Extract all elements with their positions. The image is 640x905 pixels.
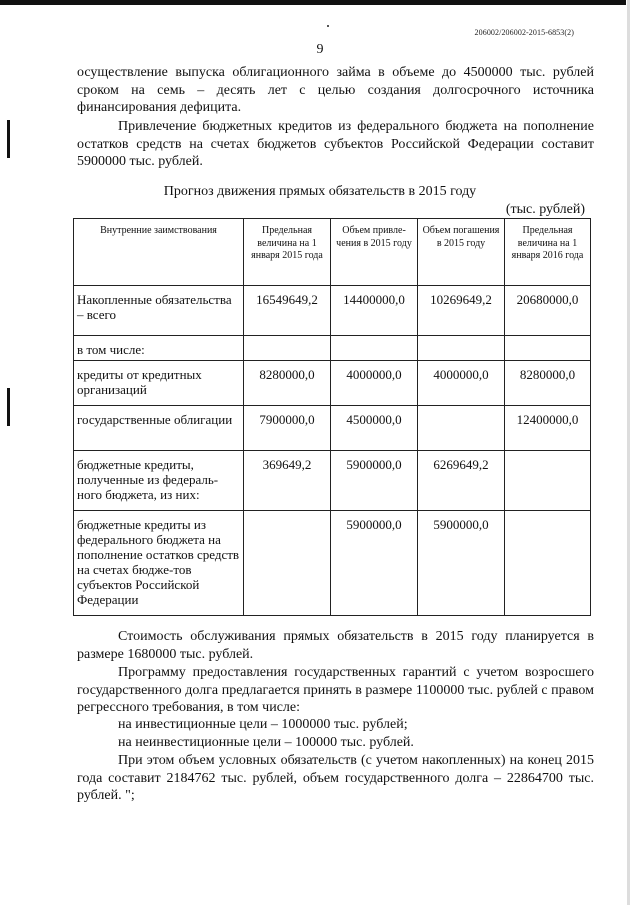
list-item-investment: на инвестиционные цели – 1000000 тыс. рублей; <box>118 717 408 732</box>
table-row <box>74 336 591 361</box>
paragraph-budget-credits: Привлечение бюджетных кредитов из федерального бюджета на пополнение остатков средств на счетах бюджетов субъектов Российской Федерации составит 5900000 тыс. рублей. <box>77 119 594 169</box>
cell-value <box>505 451 591 511</box>
scan-margin-mark <box>7 388 10 426</box>
row-label: Накопленные обязательства – всего <box>74 286 244 336</box>
cell-value: 12400000,0 <box>505 406 591 451</box>
cell-value: 20680000,0 <box>505 286 591 336</box>
scan-top-border <box>0 0 626 5</box>
cell-value: 4000000,0 <box>418 361 505 406</box>
cell-value: 16549649,2 <box>244 286 331 336</box>
row-label: бюджетные кредиты из федерального бюджета на пополнение остатков средств на счетах бюдже-тов субъектов Российской Федерации <box>74 511 244 616</box>
cell-value: 4500000,0 <box>331 406 418 451</box>
column-header: Объем погашения в 2015 году <box>418 219 505 286</box>
scan-margin-mark <box>7 120 10 158</box>
document-id: 206002/206002-2015-6853(2) <box>474 28 574 37</box>
paragraph-contingent-obligations: При этом объем условных обязательств (с учетом накопленных) на конец 2015 года составит 2184762 тыс. рублей, объем государственного долга – 22864700 тыс. рублей. "; <box>77 753 594 803</box>
table-row <box>74 406 591 451</box>
table-row <box>74 451 591 511</box>
cell-value: 5900000,0 <box>331 511 418 616</box>
table-unit: (тыс. рублей) <box>505 202 585 217</box>
column-header: Объем привле-чения в 2015 году <box>331 219 418 286</box>
cell-value <box>418 406 505 451</box>
row-label: государственные облигации <box>74 406 244 451</box>
cell-value: 14400000,0 <box>331 286 418 336</box>
debt-forecast-table <box>73 218 591 616</box>
paragraph-guarantees: Программу предоставления государственных гарантий с учетом возросшего государственного долга предлагается принять в размере 1100000 тыс. рублей с правом регрессного требования, в том числе: <box>77 665 594 715</box>
table-row <box>74 286 591 336</box>
cell-value: 369649,2 <box>244 451 331 511</box>
scan-speck <box>327 25 329 27</box>
cell-value <box>331 336 418 361</box>
row-label: бюджетные кредиты, полученные из федераль-ного бюджета, из них: <box>74 451 244 511</box>
cell-value: 8280000,0 <box>244 361 331 406</box>
cell-value: 6269649,2 <box>418 451 505 511</box>
table-row <box>74 361 591 406</box>
cell-value <box>244 511 331 616</box>
cell-value: 5900000,0 <box>418 511 505 616</box>
table-caption: Прогноз движения прямых обязательств в 2015 году <box>163 184 477 199</box>
scan-right-edge <box>627 0 630 905</box>
list-item-non-investment: на неинвестиционные цели – 100000 тыс. рублей. <box>118 735 414 750</box>
cell-value: 8280000,0 <box>505 361 591 406</box>
cell-value <box>244 336 331 361</box>
cell-value: 4000000,0 <box>331 361 418 406</box>
column-header: Внутренние заимствования <box>74 219 244 286</box>
row-label: кредиты от кредитных организаций <box>74 361 244 406</box>
cell-value <box>505 336 591 361</box>
column-header: Предельная величина на 1 января 2016 года <box>505 219 591 286</box>
cell-value: 7900000,0 <box>244 406 331 451</box>
row-label: в том числе: <box>74 336 244 361</box>
cell-value: 10269649,2 <box>418 286 505 336</box>
column-header: Предельная величина на 1 января 2015 года <box>244 219 331 286</box>
paragraph-debt-service: Стоимость обслуживания прямых обязательств в 2015 году планируется в размере 1680000 тыс. рублей. <box>77 629 594 662</box>
table-header-row <box>74 219 591 286</box>
cell-value: 5900000,0 <box>331 451 418 511</box>
page-number: 9 <box>316 42 324 57</box>
paragraph-bond-issue: осуществление выпуска облигационного займа в объеме до 4500000 тыс. рублей сроком на семь – десять лет с целью создания долгосрочного источника финансирования дефицита. <box>77 65 594 115</box>
table-row <box>74 511 591 616</box>
cell-value <box>505 511 591 616</box>
cell-value <box>418 336 505 361</box>
